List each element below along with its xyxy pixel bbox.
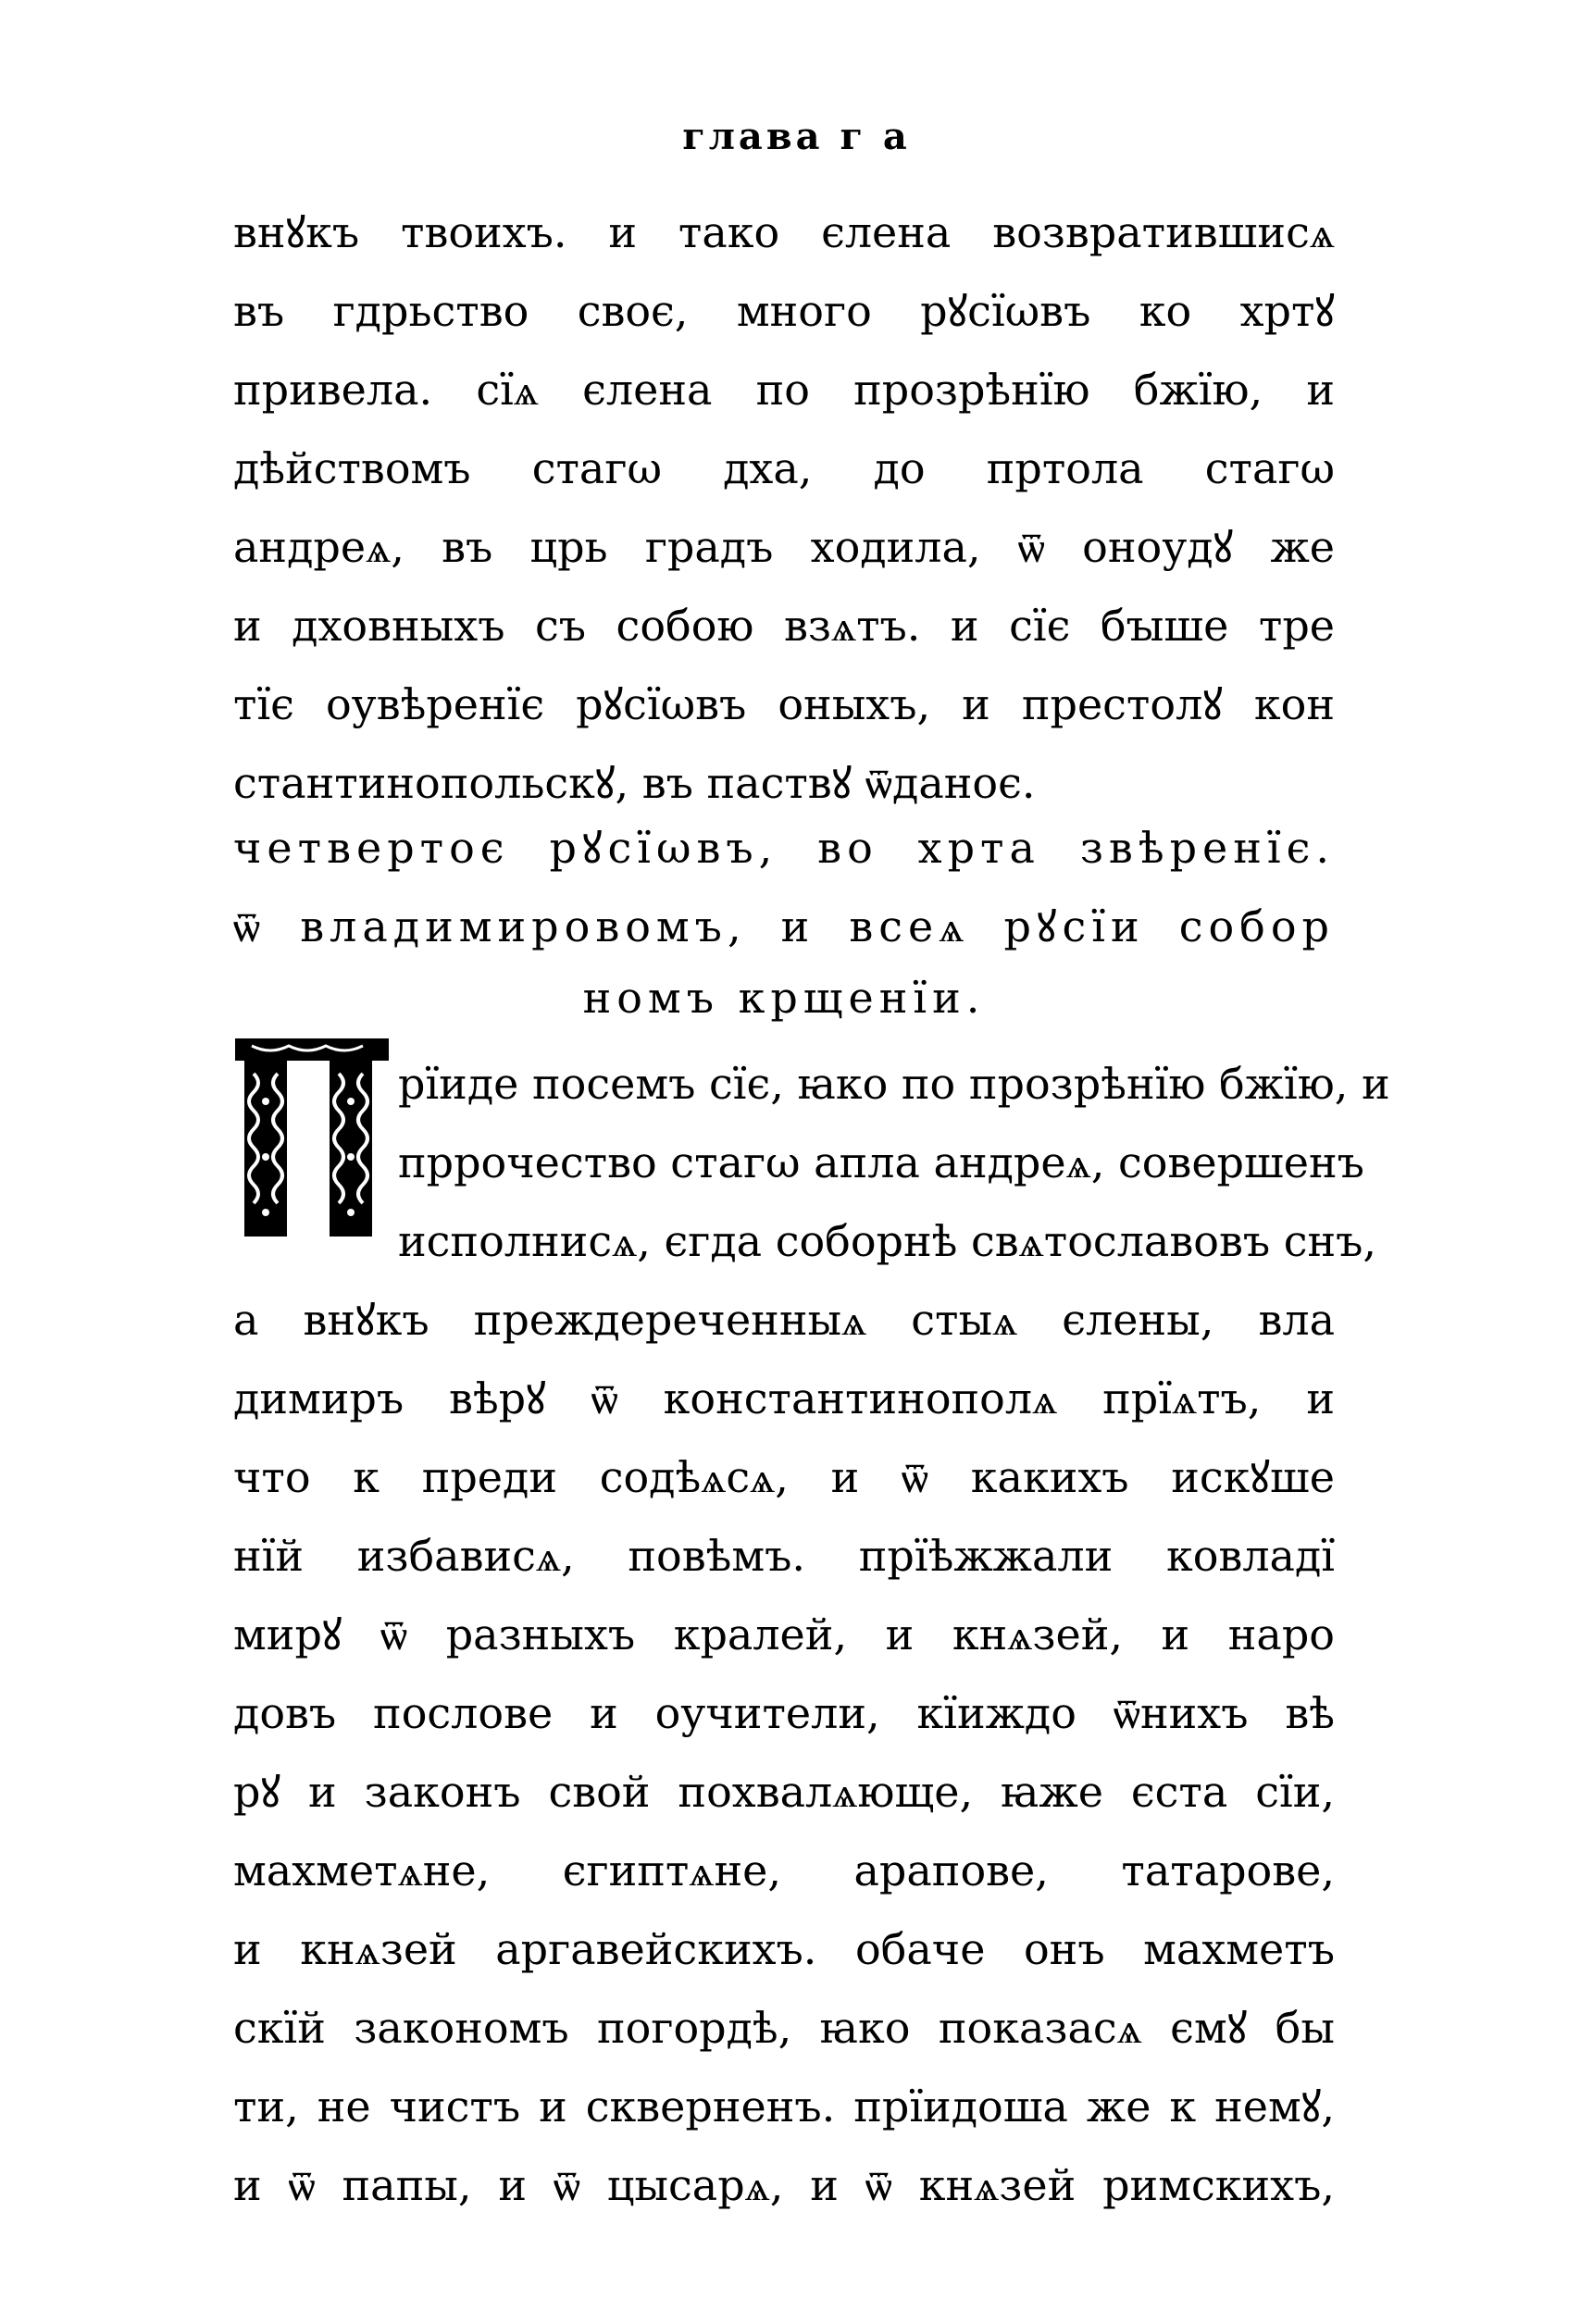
text-line: рꙋ и законъ свой похвалѧюще, ꙗже єста сїи,	[233, 1767, 1335, 1817]
running-header: глава г а	[682, 115, 911, 158]
text-line: андреѧ, въ црь градъ ходила, ѿ оноудꙋ же	[233, 522, 1335, 572]
text-line: а внꙋкъ преждереченныѧ стыѧ єлены, вла	[233, 1295, 1335, 1345]
section-heading-line: номъ крщенїи.	[582, 973, 986, 1023]
text-line: исполнисѧ, єгда соборнѣ свѧтославовъ снъ,	[398, 1216, 1377, 1266]
text-line: что к преди содѣѧсѧ, и ѿ какихъ искꙋше	[233, 1452, 1335, 1502]
text-line: мирꙋ ѿ разныхъ кралей, и кнѧзей, и наро	[233, 1609, 1335, 1659]
text-line: махметѧне, єгиптѧне, арапове, татарове,	[233, 1846, 1335, 1895]
text-line: скїй закономъ погордѣ, ꙗко показасѧ ємꙋ бы	[233, 2003, 1335, 2053]
decorated-initial-letter	[233, 1037, 391, 1240]
text-line: внꙋкъ твоихъ. и тако єлена возвратившисѧ	[233, 207, 1335, 257]
text-line: и дховныхъ съ собою взѧтъ. и сїє бꙑше тре	[233, 601, 1335, 651]
text-line: дѣйствомъ стагω дха, до пртола стагω	[233, 443, 1335, 493]
text-line: пррочество стагω апла андреѧ, совершенъ	[398, 1137, 1364, 1187]
text-line: нїй избависѧ, повѣмъ. прїѣжжали ковладї	[233, 1531, 1335, 1581]
section-heading-line: четвертоє рꙋсїωвъ, во хрта звѣренїє.	[233, 823, 1335, 873]
text-line: и ѿ папы, и ѿ цысарѧ, и ѿ кнѧзей римскихъ,	[233, 2160, 1335, 2210]
text-line: въ гдрьство своє, много рꙋсїωвъ ко хртꙋ	[233, 286, 1335, 336]
text-line: рїиде посемъ сїє, ꙗко по прозрѣнїю бжїю, и	[398, 1059, 1390, 1109]
section-heading-line: ѿ владимировомъ, и всеѧ рꙋсїи собор	[233, 901, 1335, 951]
text-line: ти, не чистъ и скверненъ. прїидоша же к немꙋ,	[233, 2082, 1335, 2131]
text-line: тїє оувѣренїє рꙋсїωвъ оныхъ, и престолꙋ кон	[233, 679, 1335, 729]
text-line: привела. сїѧ єлена по прозрѣнїю бжїю, и	[233, 365, 1335, 415]
text-line: стантинопольскꙋ, въ паствꙋ ѿданоє.	[233, 758, 1036, 808]
text-line: и кнѧзей аргавейскихъ. обаче онъ махметъ	[233, 1924, 1335, 1974]
text-line: димиръ вѣрꙋ ѿ константинополѧ прїѧтъ, и	[233, 1373, 1335, 1423]
text-line: довъ послове и оучители, кїиждо ѿнихъ вѣ	[233, 1688, 1335, 1738]
